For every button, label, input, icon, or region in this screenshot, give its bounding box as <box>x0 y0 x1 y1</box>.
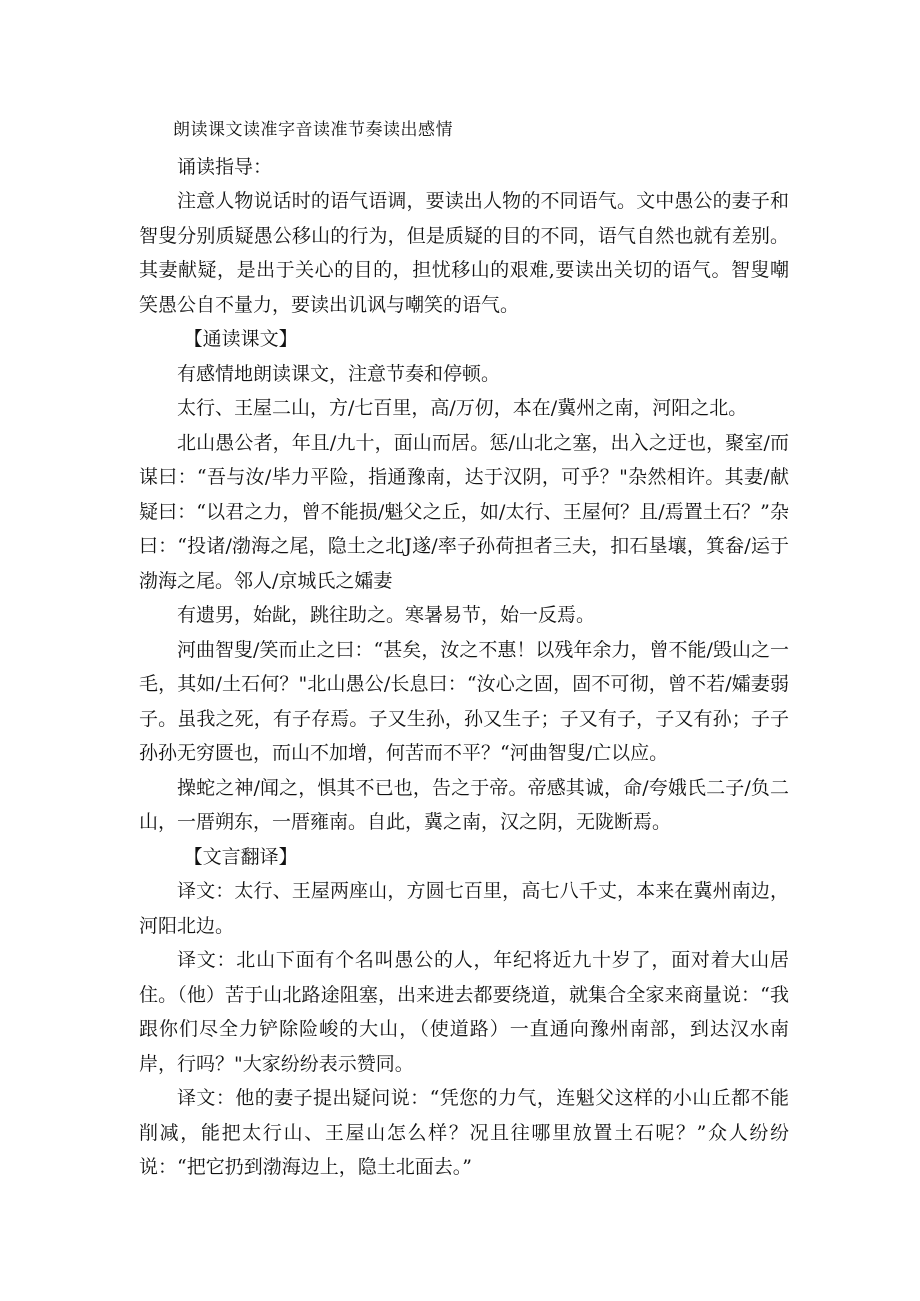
document-body <box>139 113 789 1185</box>
classical-text-paragraph: 河曲智叟/笑而止之曰：“甚矣，汝之不惠！以残年余力，曾不能/毁山之一毛，其如/土石何？"北山愚公/长息曰：“汝心之固，固不可彻，曾不若/孀妻弱子。虽我之死，有子存焉。子又生孙，孙又生子；子又有子，子又有孙；子子孙孙无穷匮也，而山不加增，何苦而不平？“河曲智叟/亡以应。 <box>139 638 789 764</box>
classical-text-paragraph: 北山愚公者，年且/九十，面山而居。惩/山北之塞，出入之迂也，聚室/而谋曰：“吾与汝/毕力平险，指通豫南，达于汉阴，可乎？"杂然相许。其妻/献疑曰：“以君之力，曾不能损/魁父之丘，如/太行、王屋何？且/焉置土石？”杂曰：“投诸/渤海之尾，隐土之北J遂/率子孙荷担者三夫，扣石垦壤，箕畚/运于渤海之尾。邻人/京城氏之孀妻 <box>139 431 789 592</box>
translation-paragraph: 译文：太行、王屋两座山，方圆七百里，高七八千丈，本来在冀州南边，河阳北边。 <box>139 880 789 937</box>
reading-goal-line: 朗读课文读准字音读准节奏读出感情 <box>173 120 453 140</box>
read-instruction: 有感情地朗读课文，注意节奏和停顿。 <box>177 362 501 385</box>
translation-paragraph: 译文：他的妻子提出疑问说：“凭您的力气，连魁父这样的小山丘都不能削减，能把太行山、王屋山怎么样？况且往哪里放置土石呢？”众人纷纷说：“把它扔到渤海边上，隐土北面去。” <box>139 1087 789 1178</box>
translation-paragraph: 译文：北山下面有个名叫愚公的人，年纪将近九十岁了，面对着大山居住。（他）苦于山北路途阻塞，出来进去都要绕道，就集合全家来商量说：“我跟你们尽全力铲除险峻的大山，（使道路）一直通向豫州南部，到达汉水南岸，行吗？"大家纷纷表示赞同。 <box>139 949 789 1075</box>
classical-text-paragraph: 有遗男，始龀，跳往助之。寒暑易节，始一反焉。 <box>177 604 596 626</box>
classical-text-paragraph: 操蛇之神/闻之，惧其不已也，告之于帝。帝感其诚，命/夸娥氏二子/负二山，一厝朔东，一厝雍南。自此，冀之南，汉之阴，无陇断焉。 <box>139 776 789 833</box>
section-heading-translation: 【文言翻译】 <box>183 845 298 868</box>
section-heading-read-text: 【通读课文】 <box>183 328 298 350</box>
classical-text-paragraph: 太行、王屋二山，方/七百里，高/万仞，本在/冀州之南，河阳之北。 <box>177 397 748 419</box>
reading-guide-label: 诵读指导： <box>177 155 273 178</box>
reading-guide-text: 注意人物说话时的语气语调，要读出人物的不同语气。文中愚公的妻子和智叟分别质疑愚公移山的行为，但是质疑的目的不同，语气自然也就有差别。其妻献疑，是出于关心的目的，担忧移山的艰难,要读出关切的语气。智叟嘲笑愚公自不量力，要读出讥讽与嘲笑的语气。 <box>139 190 789 316</box>
